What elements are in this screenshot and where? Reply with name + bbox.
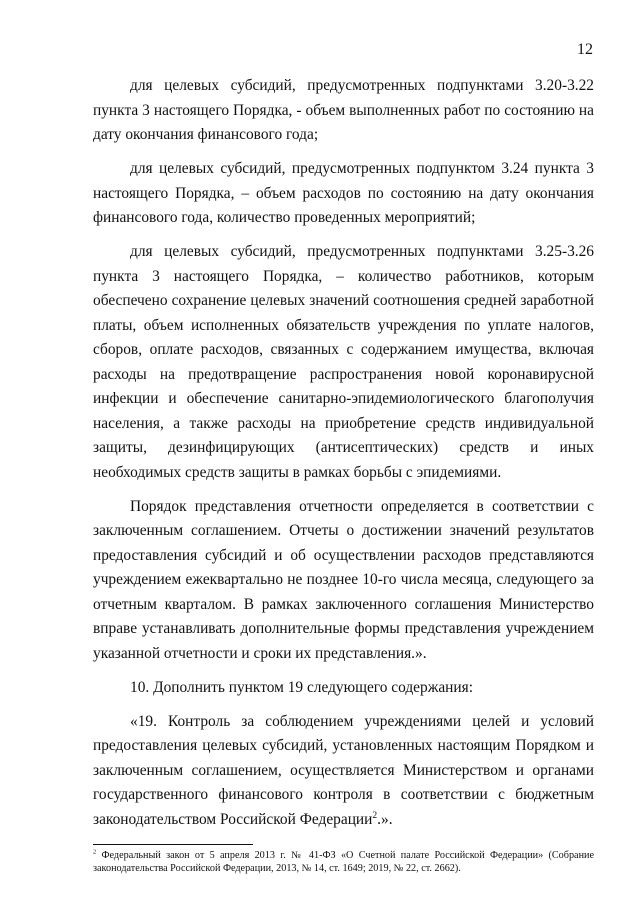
paragraph-subsidies-3-25: для целевых субсидий, предусмотренных подпунктами 3.25-3.26 пункта 3 настоящего Порядка, – количество работников, которым обеспечено сохранение целевых значений соотношения средней заработной платы, объем исполненных обязательств учреждения по уплате налогов, сборов, оплате расходов, связанных с содержанием имущества, включая расходы на предотвращение распространения новой коронавирусной инфекции и обеспечение санитарно-эпидемиологического благополучия населения, а также расходы на приобретение средств индивидуальной защиты, дезинфицирующих (антисептических) средств и иных необходимых средств защиты в рамках борьбы с эпидемиями. — [93, 243, 594, 481]
point-19-closing: .». — [377, 810, 393, 828]
footnote-reference[interactable]: 2 — [372, 809, 378, 821]
body-text — [93, 74, 594, 842]
paragraph-point-19 — [93, 710, 594, 833]
point-19-text: «19. Контроль за соблюдением учреждениями целей и условий предоставления целевых субсидий, установленных настоящим Порядком и заключенным соглашением, осуществляется Министерством и органами государственного финансового контроля в соответствии с бюджетным законодательством Российской Федерации — [93, 712, 594, 828]
footnote-marker: 2 — [93, 848, 97, 856]
paragraph-subsidies-3-20: для целевых субсидий, предусмотренных подпунктами 3.20-3.22 пункта 3 настоящего Порядка, - объем выполненных работ по состоянию на дату окончания финансового года; — [93, 77, 594, 143]
footnote-text: Федеральный закон от 5 апреля 2013 г. № 41-ФЗ «О Счетной палате Российской Федерации» (Собрание законодательства Российской Федерации, 2013, № 14, ст. 1649; 2019, № 22, ст. 2662). — [93, 850, 595, 874]
paragraph-reporting-order: Порядок представления отчетности определяется в соответствии с заключенным соглашением. Отчеты о достижении значений результатов предоставления субсидий и об осуществлении расходов представляются учреждением ежеквартально не позднее 10-го числа месяца, следующего за отчетным кварталом. В рамках заключенного соглашения Министерство вправе устанавливать дополнительные формы представления учреждением указанной отчетности и сроки их представления.». — [93, 497, 594, 662]
page-number: 12 — [577, 41, 593, 58]
footnote-separator — [93, 844, 253, 845]
paragraph-subsidies-3-24: для целевых субсидий, предусмотренных подпунктом 3.24 пункта 3 настоящего Порядка, – объем расходов по состоянию на дату окончания финансового года, количество проведенных мероприятий; — [93, 160, 594, 226]
paragraph-amendment-10: 10. Дополнить пунктом 19 следующего содержания: — [130, 678, 473, 696]
footnote — [93, 850, 594, 875]
